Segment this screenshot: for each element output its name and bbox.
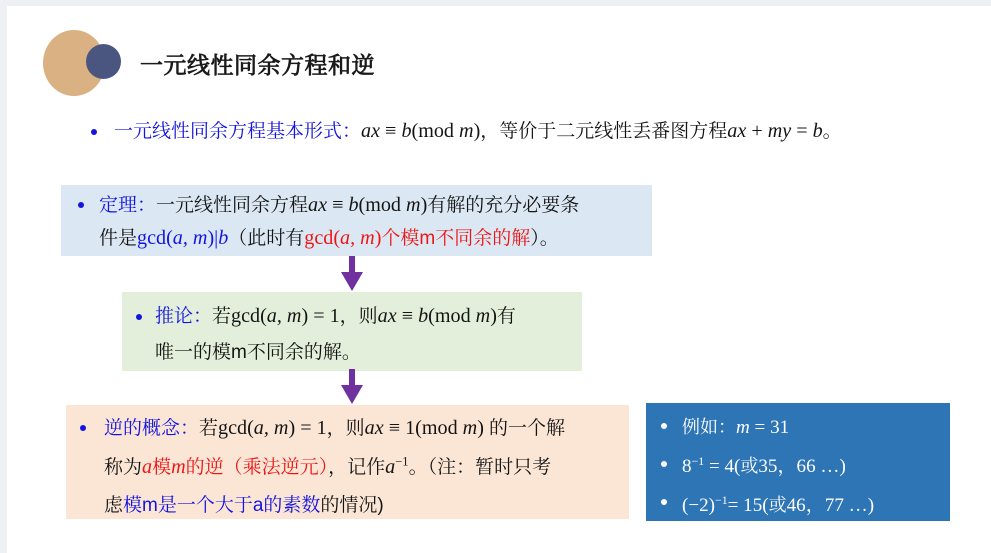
intro-text: 一元线性同余方程基本形式：ax ≡ b(mod m)，等价于二元线性丢番图方程ax + my = b。 (114, 120, 842, 142)
theorem-line-2: 件是gcd(a, m)|b（此时有gcd(a, m)个模m不同余的解）。 (99, 227, 559, 249)
inverse-definition-box (66, 405, 629, 519)
down-arrow-icon (341, 369, 363, 404)
example-line-1: 例如：m = 31 (682, 417, 790, 438)
corollary-line-1: 推论：若gcd(a, m) = 1，则ax ≡ b(mod m)有 (155, 305, 516, 327)
bullet-dot-icon (78, 202, 84, 208)
theorem-line-1: 定理：一元线性同余方程ax ≡ b(mod m)有解的充分必要条 (99, 194, 580, 216)
inverse-line-1: 逆的概念：若gcd(a, m) = 1，则ax ≡ 1(mod m) 的一个解 (104, 417, 565, 439)
bullet-dot-icon (661, 461, 667, 467)
example-line-2: $8^{-1} = 4$(或35，66 …) (682, 454, 846, 477)
example-box (646, 403, 950, 521)
bullet-dot-icon (80, 425, 86, 431)
theorem-box (61, 185, 652, 256)
corollary-box (122, 292, 582, 371)
slide-title: 一元线性同余方程和逆 (140, 52, 375, 78)
example-line-3: $(-2)^{-1}= 15$(或46，77 …) (682, 493, 875, 516)
bullet-dot-icon (661, 499, 667, 505)
down-arrow-icon (341, 256, 363, 291)
bullet-dot-icon (661, 423, 667, 429)
inverse-line-2: 称为a模m的逆（乘法逆元），记作$a^{-1}$。（注：暂时只考 (104, 454, 552, 478)
bullet-dot-icon (91, 129, 97, 135)
decorative-circle-navy-icon (86, 44, 121, 79)
slide (7, 6, 991, 553)
bullet-dot-icon (136, 314, 142, 320)
intro-bullet-line (84, 116, 974, 147)
inverse-line-3: 虑模m是一个大于a的素数的情况) (104, 495, 384, 516)
corollary-line-2: 唯一的模m不同余的解。 (155, 342, 361, 363)
